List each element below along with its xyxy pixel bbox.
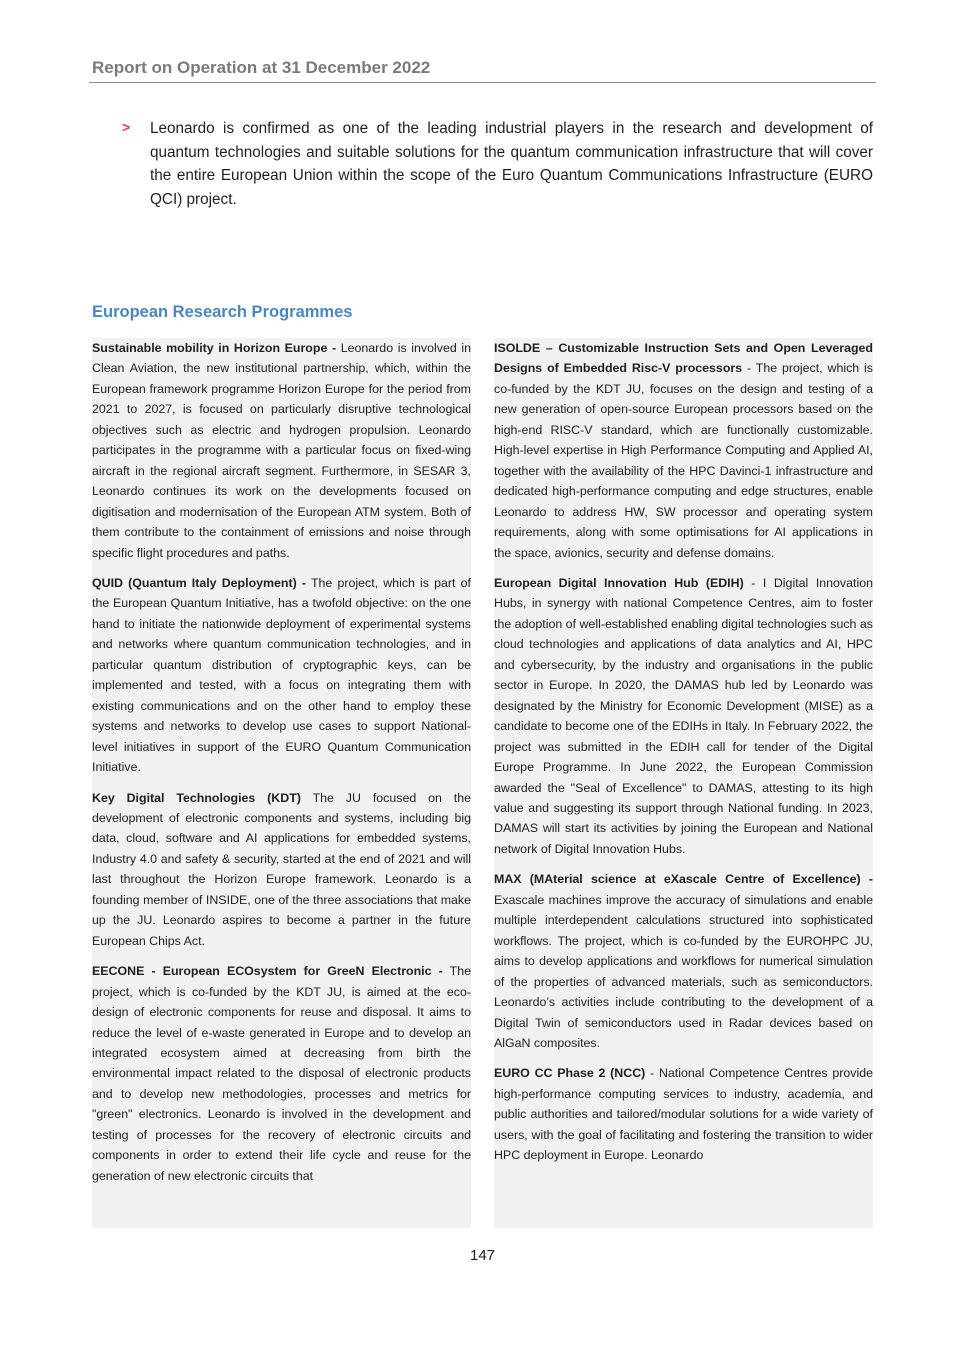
- section-title: European Research Programmes: [92, 303, 353, 321]
- programme-paragraph: [92, 338, 471, 563]
- intro-bullet-text: Leonardo is confirmed as one of the leading industrial players in the research and development of quantum technologies and suitable solutions for the quantum communication infrastructure that will cover the entire European Union within the scope of the Euro Quantum Communications Infrastructure (EURO QCI) project.: [150, 120, 873, 208]
- programme-heading: QUID (Quantum Italy Deployment) -: [92, 575, 307, 590]
- right-column: [494, 338, 873, 1228]
- programme-body: - National Competence Centres provide high-performance computing services to industry, academia, and public authorities and tailored/modular solutions for a wide variety of users, with the goal of facilitating and fostering the transition to wider HPC deployment in Europe. Leonardo: [494, 1066, 873, 1163]
- programme-paragraph: [92, 788, 471, 952]
- left-column: [92, 338, 471, 1228]
- programme-body: The project, which is co-funded by the KDT JU, is aimed at the eco-design of electronic components for reuse and disposal. It aims to reduce the level of e-waste generated in Europe and to develop an integrated ecosystem aimed at decreasing from birth the environmental impact related to the disposal of electronic products and to develop new methodologies, processes and metrics for "green" electronics. Leonardo is involved in the development and testing of processes for the recovery of electronic circuits and components in order to extend their life cycle and reuse for the generation of new electronic circuits that: [92, 964, 471, 1183]
- programme-heading: ISOLDE – Customizable Instruction Sets and Open Leveraged Designs of Embedded Risc-V processors: [494, 341, 873, 376]
- programme-body: The project, which is part of the European Quantum Initiative, has a twofold objective: on the one hand to initiate the nationwide deployment of experimental systems and networks where quantum communication technologies, and in particular quantum distribution of cryptographic keys, can be implemented and tested, with a focus on integrating them with existing communications and on the other hand to employ these systems and networks to develop use cases to support National-level initiatives in support of the EURO Quantum Communication Initiative.: [92, 575, 471, 775]
- programme-paragraph: [494, 573, 873, 859]
- programme-body: The JU focused on the development of electronic components and systems, including big data, cloud, software and AI applications for embedded systems, Industry 4.0 and safety & security, started at the end of 2021 and will last throughout the Horizon Europe framework. Leonardo is a founding member of INSIDE, one of the three associations that make up the JU. Leonardo aspires to become a partner in the future European Chips Act.: [92, 790, 471, 948]
- report-header-title: Report on Operation at 31 December 2022: [92, 58, 431, 77]
- programme-paragraph: [494, 1063, 873, 1165]
- programme-heading: Key Digital Technologies (KDT): [92, 790, 301, 805]
- programme-paragraph: [494, 869, 873, 1053]
- programme-paragraph: [92, 961, 471, 1186]
- programme-paragraph: [494, 338, 873, 563]
- programme-heading: EECONE - European ECOsystem for GreeN Electronic -: [92, 964, 443, 979]
- bullet-chevron-icon: >: [122, 119, 131, 135]
- programme-body: - The project, which is co-funded by the KDT JU, focuses on the design and testing of a new generation of open-source European processors based on the high-end RISC-V standard, which are functionally customizable. High-level expertise in High Performance Computing and Applied AI, together with the availability of the HPC Davinci-1 infrastructure and dedicated high-performance computing and edge structures, enable Leonardo to address HW, SW processor and operating system requirements, along with some optimisations for AI applications in the space, avionics, security and defense domains.: [494, 361, 873, 560]
- programme-body: Exascale machines improve the accuracy of simulations and enable multiple interdependent calculations structured into sophisticated workflows. The project, which is co-funded by the EUROHPC JU, aims to develop applications and workflows for numerical simulation of the properties of advanced materials, such as semiconductors. Leonardo’s activities include contributing to the development of a Digital Twin of semiconductors used in Radar devices based on AlGaN composites.: [494, 892, 873, 1050]
- programme-heading: MAX (MAterial science at eXascale Centre of Excellence) -: [494, 872, 873, 887]
- header-divider: [89, 82, 876, 83]
- programme-body: - I Digital Innovation Hubs, in synergy with national Competence Centres, aim to foster the adoption of well-established enabling digital technologies such as cloud technologies and applications of data analytics and AI, HPC and cybersecurity, by the industry and organisations in the public sector in Europe. In 2020, the DAMAS hub led by Leonardo was designated by the Ministry for Economic Development (MISE) as a candidate to become one of the EDIHs in Italy. In February 2022, the project was submitted in the EDIH call for tender of the Digital Europe Programme. In June 2022, the European Commission awarded the "Seal of Excellence" to DAMAS, attesting to its high value and suggesting its support through National funding. In 2023, DAMAS will start its activities by joining the European and National network of Digital Innovation Hubs.: [494, 575, 873, 856]
- programme-body: Leonardo is involved in Clean Aviation, the new institutional partnership, which, within the European framework programme Horizon Europe for the period from 2021 to 2027, is focused on particularly disruptive technological objectives such as electric and hydrogen propulsion. Leonardo participates in the programme with a particular focus on fixed-wing aircraft in the regional aircraft segment. Furthermore, in SESAR 3, Leonardo continues its work on the developments focused on digitisation and modernisation of the European ATM system. Both of them contribute to the containment of emissions and noise through specific flight procedures and paths.: [92, 341, 471, 560]
- programme-paragraph: [92, 573, 471, 778]
- programme-heading: EURO CC Phase 2 (NCC): [494, 1066, 646, 1081]
- page-number: 147: [469, 1247, 496, 1264]
- programme-heading: European Digital Innovation Hub (EDIH): [494, 575, 744, 590]
- programme-heading: Sustainable mobility in Horizon Europe -: [92, 341, 337, 355]
